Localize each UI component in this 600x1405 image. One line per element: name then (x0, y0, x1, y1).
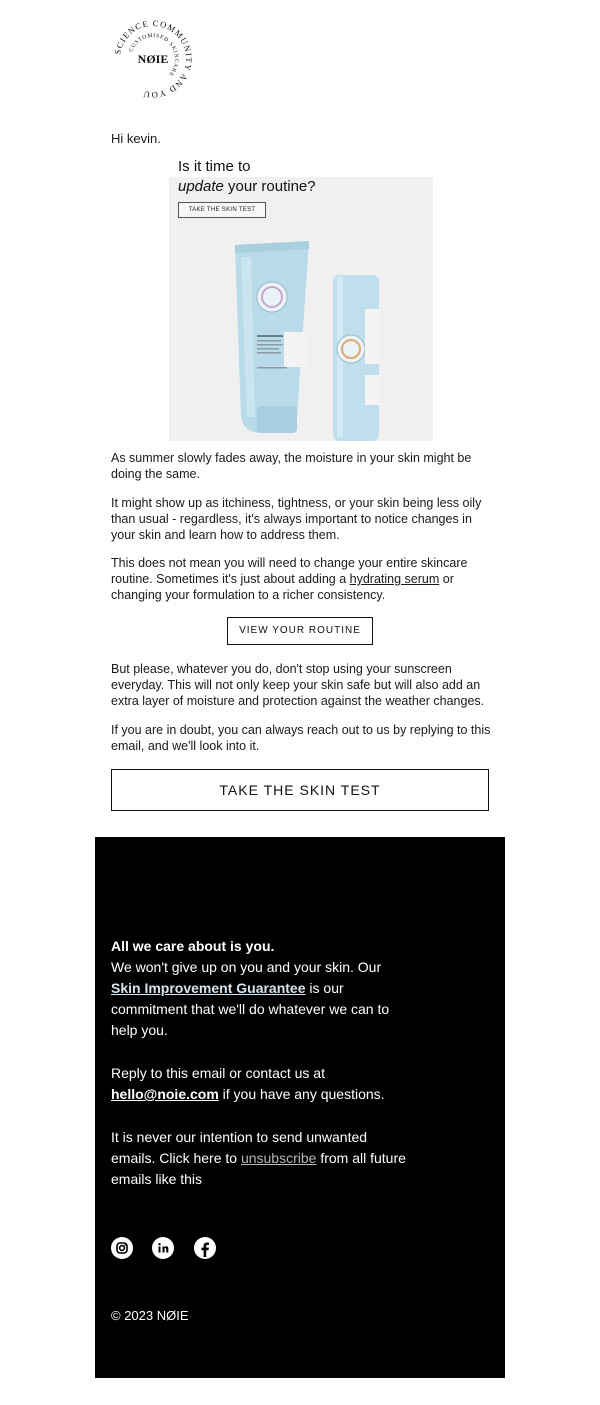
paragraph-2: It might show up as itchiness, tightness, or your skin being less oily than usual - regardless, it's always important to notice changes in your skin and learn how to address them. (111, 496, 482, 542)
hero-title-line2 (178, 178, 316, 196)
unsubscribe-link[interactable]: unsubscribe (240, 1150, 317, 1166)
greeting: Hi kevin. (111, 131, 161, 146)
skin-guarantee-link[interactable]: Skin Improvement Guarantee (111, 980, 306, 996)
paragraph-3-text-a: This does not mean you will need to change your entire skincare routine. Sometimes it's just about adding a (111, 556, 468, 586)
footer-p1-text-b: is our commitment that we'll do whatever we can to help you. (111, 980, 390, 1038)
facebook-icon[interactable] (194, 1237, 216, 1259)
hydrating-serum-link[interactable]: hydrating serum (349, 572, 440, 586)
logo-brand: NØIE (137, 52, 169, 66)
hero-title-line1: Is it time to (178, 158, 251, 175)
footer-contact (111, 1063, 411, 1105)
logo-ring-text: SCIENCE COMMUNITY AND YOU (112, 17, 195, 101)
paragraph-3 (111, 555, 491, 603)
footer-p3-text-a: It is never our intention to send unwanted emails. Click here to (111, 1129, 368, 1166)
hero-title-rest: your routine? (223, 178, 316, 195)
footer-p1-text-a: We won't give up on you and your skin. Our (111, 959, 382, 975)
hero-banner[interactable] (169, 155, 433, 441)
paragraph-1: As summer slowly fades away, the moisture in your skin might be doing the same. (111, 451, 472, 481)
copyright: © 2023 NØIE (111, 1308, 189, 1323)
logo-inner-text: CUSTOMISED SKINCARE (128, 32, 180, 78)
footer-message (111, 936, 411, 1041)
skin-test-button[interactable]: TAKE THE SKIN TEST (111, 769, 489, 811)
noie-logo[interactable] (108, 14, 198, 104)
footer-p3-text-b: from all future emails like this (111, 1150, 406, 1187)
view-routine-button[interactable]: VIEW YOUR ROUTINE (227, 617, 373, 645)
paragraph-5: If you are in doubt, you can always reach out to us by replying to this email, and we'll look into it. (111, 723, 491, 753)
linkedin-icon[interactable] (152, 1237, 174, 1259)
footer-p2-text-b: if you have any questions. (218, 1086, 385, 1102)
footer-unsubscribe (111, 1127, 411, 1190)
hero-title-italic: update (178, 178, 224, 195)
footer (95, 837, 505, 1378)
hero-skin-test-button[interactable]: TAKE THE SKIN TEST (178, 202, 266, 218)
footer-p2-text-a: Reply to this email or contact us at (111, 1065, 325, 1081)
footer-heading: All we care about is you. (111, 938, 275, 954)
paragraph-3-text-b: or changing your formulation to a richer consistency. (111, 572, 454, 602)
paragraph-4: But please, whatever you do, don't stop using your sunscreen everyday. This will not only keep your skin safe but will also add an extra layer of moisture and protection against the weather changes. (111, 662, 485, 708)
contact-email-link[interactable]: hello@noie.com (111, 1086, 219, 1102)
instagram-icon[interactable] (111, 1237, 133, 1259)
